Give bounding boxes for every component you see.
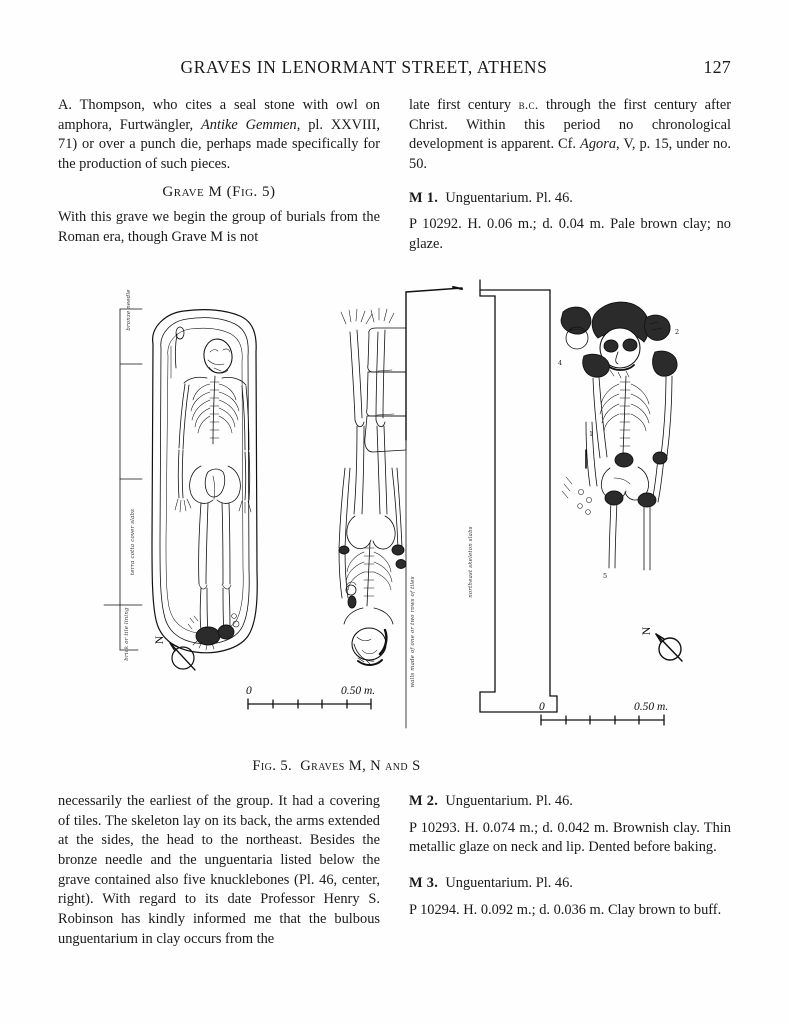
- annotation-tile-walls: walls made of one or two rows of tiles: [410, 576, 416, 688]
- catalog-entry-m3-heading: [409, 874, 731, 894]
- running-head: [58, 57, 731, 81]
- entry-title-m2: Unguentarium. Pl. 46.: [445, 793, 573, 809]
- find-number-3: 3: [584, 312, 589, 320]
- find-number-2: 2: [675, 328, 680, 336]
- catalog-entry-m2-heading: [409, 792, 731, 812]
- catalog-entry-m1-body: P 10292. H. 0.06 m.; d. 0.04 m. Pale brown clay; no glaze.: [409, 216, 731, 252]
- grave-s-plan: [558, 302, 679, 580]
- column-bottom-left: [58, 792, 380, 949]
- page-number: 127: [703, 57, 731, 77]
- north-arrow-right: [639, 626, 682, 661]
- entry-label-m1: M 1.: [409, 189, 439, 206]
- find-number-4: 4: [558, 359, 563, 367]
- paragraph-chronology: [409, 96, 731, 175]
- entry-title-m1: Unguentarium. Pl. 46.: [445, 189, 573, 206]
- para-text-a: late first century: [409, 97, 519, 113]
- para-text-a: A. Thompson, who cites a seal stone with owl on amphora, Furtwängler,: [58, 97, 380, 133]
- north-label-right: N: [639, 626, 653, 636]
- column-top-left: [58, 96, 380, 247]
- north-arrow-left: [152, 635, 195, 670]
- grave-m-plan: [104, 289, 257, 660]
- column-bottom-right: [409, 792, 731, 920]
- column-top-right: [409, 96, 731, 255]
- grave-n-plan: [339, 308, 406, 665]
- citation-antike-gemmen: Antike Gemmen: [201, 116, 297, 133]
- scale-right-zero: 0: [539, 701, 545, 713]
- figure-caption-number: Fig. 5.: [252, 758, 293, 774]
- annotation-lining: brick or tile lining: [124, 607, 130, 661]
- annotation-grave-s-note: northeast skeleton slabs: [468, 526, 474, 598]
- catalog-entry-m3-body: P 10294. H. 0.092 m.; d. 0.036 m. Clay brown to buff.: [409, 901, 722, 918]
- catalog-entry-m2-body: P 10293. H. 0.074 m.; d. 0.042 m. Brownish clay. Thin metallic glaze on neck and lip. Dented before baking.: [409, 819, 731, 856]
- scale-left-max: 0.50 m.: [341, 685, 376, 697]
- paragraph-grave-m-description: necessarily the earliest of the group. It had a covering of tiles. The skeleton lay on its back, the arms extended at the sides, the head to the northeast. Besides the bronze needle and the unguentaria listed below the grave contained also five knucklebones (Pl. 46, center, right). With regard to its date Professor Henry S. Robinson has kindly informed me that the bulbous unguentarium in clay occurs from the: [58, 793, 380, 947]
- entry-label-m3: M 3.: [409, 874, 439, 891]
- citation-agora: Agora: [580, 136, 617, 153]
- figure-5: [58, 272, 731, 772]
- figure-caption-text: Graves M, N and S: [300, 758, 421, 774]
- scale-right-max: 0.50 m.: [634, 701, 669, 713]
- annotation-bronze-needle: bronze needle: [126, 289, 132, 331]
- running-title: GRAVES IN LENORMANT STREET, ATHENS: [180, 57, 548, 77]
- paragraph-thompson: [58, 96, 380, 175]
- find-number-1: 1: [589, 430, 594, 438]
- scale-left-zero: 0: [246, 685, 252, 697]
- catalog-entry-m1-heading: [409, 189, 731, 209]
- north-label-left: N: [152, 635, 166, 645]
- tile-section-drawing: [365, 280, 557, 728]
- para-text-c: , V, p. 15, under no. 50.: [409, 136, 731, 172]
- figure-5-caption: [0, 758, 673, 775]
- paragraph-grave-m-intro: With this grave we begin the group of burials from the Roman era, though Grave M is not: [58, 209, 380, 245]
- find-number-5: 5: [603, 572, 608, 580]
- era-bc: b.c.: [518, 97, 539, 112]
- scale-bar-right: [539, 701, 668, 725]
- figure-5-drawing: [58, 272, 731, 734]
- annotation-cover-slabs: terra cotta cover slabs: [130, 508, 136, 576]
- para-text-b: , pl. XXVIII, 71) or over a punch die, perhaps made specifically for the production of such pieces.: [58, 116, 380, 172]
- para-text-b: through the first century after Christ. Within this period no chronological development is apparent. Cf.: [409, 97, 731, 153]
- entry-title-m3: Unguentarium. Pl. 46.: [445, 874, 573, 891]
- entry-label-m2: M 2.: [409, 793, 439, 809]
- grave-m-heading: Grave M (Fig. 5): [162, 183, 276, 200]
- scale-bar-left: [246, 685, 375, 709]
